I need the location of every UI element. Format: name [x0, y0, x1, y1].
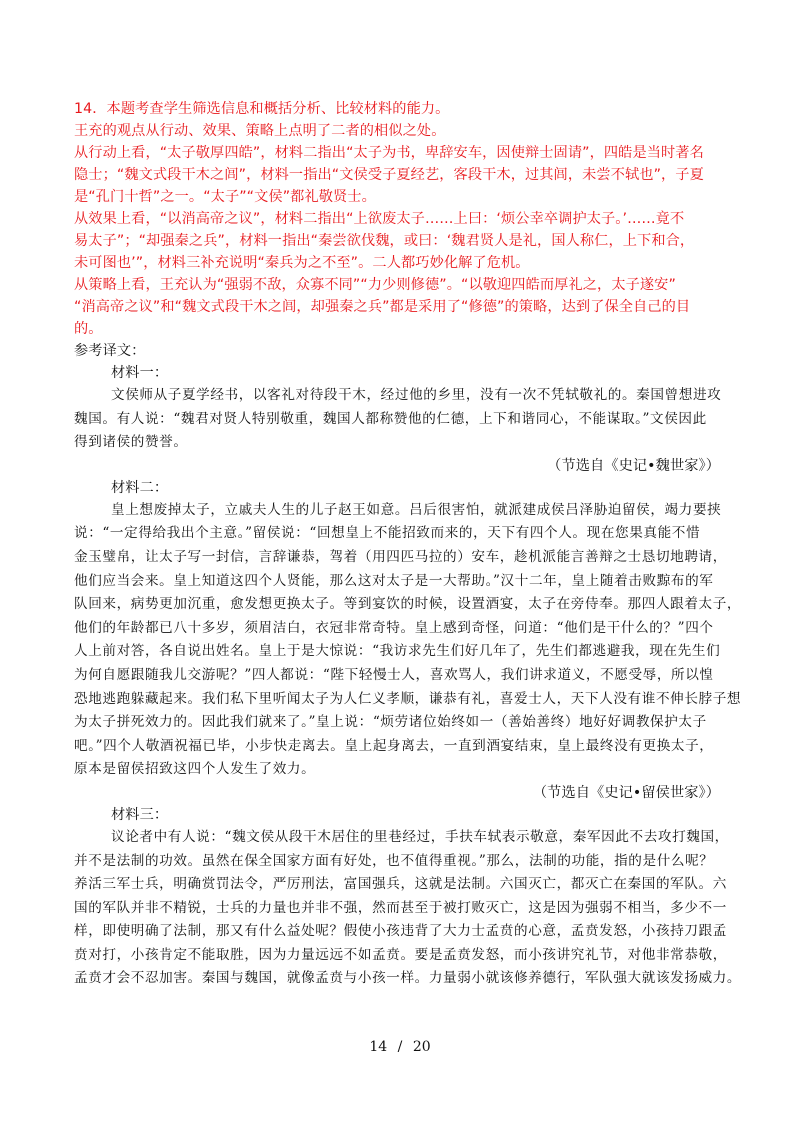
material-1-body: [74, 384, 734, 455]
text-line: 未可图也’”，材料三补充说明“秦兵为之不至”。二人都巧妙化解了危机。: [74, 255, 530, 271]
text-line: 从效果上看，“以消高帝之议”，材料二指出“上欲废太子……上曰：‘烦公幸卒调护太子。’……竟不: [74, 211, 685, 227]
material-3-label: 材料三：: [111, 806, 169, 823]
material-3: [74, 804, 742, 991]
material-1-source: （节选自《史记•魏世家》）: [547, 457, 720, 474]
answer-section: [74, 98, 734, 340]
text-line: 易太子”；“却强秦之兵”，材料一指出“秦尝欲伐魏，或曰：‘魏君贤人是礼，国人称仁，上下和合，: [74, 233, 695, 249]
text-line: 并不是法制的功效。虽然在保全国家方面有好处，也不值得重视。”那么，法制的功能，指的是什么呢？: [74, 852, 714, 869]
text-line: 人上前对答，各自说出姓名。皇上于是大惊说：“我访求先生们好几年了，先生们都逃避我，现在先生们: [74, 643, 721, 660]
text-line: 他们的年龄都已八十多岁，须眉洁白，衣冠非常奇特。皇上感到奇怪，问道：“他们是干什么的？”四个: [74, 619, 714, 636]
material-2-label: 材料二：: [111, 479, 169, 496]
translation-heading: 参考译文：: [74, 343, 146, 359]
material-2-source: （节选自《史记•留侯世家》）: [532, 784, 720, 801]
page-content: [74, 98, 742, 991]
text-line: 议论者中有人说：“魏文侯从段干木居住的里巷经过，手扶车轼表示敬意，秦军因此不去攻打魏国，: [111, 828, 729, 845]
page-total: 20: [412, 1039, 431, 1055]
text-line: 文侯师从子夏学经书，以客礼对待段干木，经过他的乡里，没有一次不凭轼敬礼的。秦国曾想进攻: [111, 387, 722, 403]
text-line: 魏国。有人说：“魏君对贤人特别敬重，魏国人都称赞他的仁德，上下和谐同心，不能谋取。”文侯因此: [74, 410, 707, 427]
text-line: 的。: [74, 321, 103, 337]
text-line: “消高帝之议”和“魏文式段干木之闾，却强秦之兵”都是采用了“修德”的策略，达到了保全自己的目: [74, 299, 691, 315]
text-line: 14．本题考查学生筛选信息和概括分析、比较材料的能力。: [74, 101, 450, 117]
text-line: 吧。”四个人敬酒祝福已毕，小步快走离去。皇上起身离去，一直到酒宴结束，皇上最终没有更换太子，: [74, 737, 714, 754]
text-line: 样，即使明确了法制，那又有什么益处呢？假使小孩违背了大力士孟贲的心意，孟贲发怒，小孩持刀跟孟: [74, 923, 727, 940]
text-line: 国的军队并非不精锐，士兵的力量也并非不强，然而甚至于被打败灭亡，这是因为强弱不相当，多少不一: [74, 899, 727, 916]
text-line: 贲对打，小孩肯定不能取胜，因为力量远远不如孟贲。要是孟贲发怒，而小孩讲究礼节，对他非常恭敬，: [74, 946, 727, 963]
page-number: 14: [369, 1039, 388, 1055]
text-line: 养活三军士兵，明确赏罚法令，严厉刑法，富国强兵，这就是法制。六国灭亡，都灭亡在秦国的军队。六: [74, 876, 727, 893]
page-separator: /: [397, 1039, 403, 1055]
text-line: 是“孔门十哲”之一。“太子”“文侯”都礼敬贤士。: [74, 189, 376, 205]
page-footer: [0, 1039, 800, 1055]
text-line: 皇上想废掉太子，立戚夫人生的儿子赵王如意。吕后很害怕，就派建成侯吕泽胁迫留侯，竭力要挟: [111, 501, 722, 518]
text-line: 队回来，病势更加沉重，愈发想更换太子。等到宴饮的时候，设置酒宴，太子在旁侍奉。那四人跟着太子，: [74, 596, 742, 613]
text-line: 为太子拼死效力的。因此我们就来了。”皇上说：“烦劳诸位始终如一（善始善终）地好好调教保护太子: [74, 714, 707, 731]
text-line: 恐地逃跑躲藏起来。我们私下里听闻太子为人仁义孝顺，谦恭有礼，喜爱士人，天下人没有谁不伸长脖子想: [74, 690, 742, 707]
material-1: [74, 362, 734, 477]
material-1-label: 材料一：: [111, 365, 169, 381]
text-line: 原本是留侯招致这四个人发生了效力。: [74, 761, 316, 778]
text-line: 说：“一定得给我出个主意。”留侯说：“回想皇上不能招致而来的，天下有四个人。现在您果真能不惜: [74, 525, 701, 542]
text-line: 王充的观点从行动、效果、策略上点明了二者的相似之处。: [74, 123, 446, 139]
text-line: 得到诸侯的赞誉。: [74, 434, 188, 451]
material-2-body: [74, 499, 742, 782]
text-line: 隐士；“魏文式段干木之闾”，材料一指出“文侯受子夏经艺，客段干木，过其闾，未尝不轼也”，子夏: [74, 167, 704, 183]
text-line: 为何自愿跟随我儿交游呢？”四人都说：“陛下轻慢士人，喜欢骂人，我们讲求道义，不愿受辱，所以惶: [74, 666, 714, 683]
text-line: 孟贲才会不忍加害。秦国与魏国，就像孟贲与小孩一样。力量弱小就该修养德行，军队强大就该发扬威力。: [74, 970, 742, 987]
material-3-body: [74, 826, 742, 991]
text-line: 从策略上看，王充认为“强弱不敌，众寡不同”“力少则修德”。“以敬迎四皓而厚礼之，太子遂安”: [74, 277, 676, 293]
text-line: 从行动上看，“太子敬厚四皓”，材料二指出“太子为书，卑辞安车，因使辩士固请”，四皓是当时著名: [74, 145, 704, 161]
text-line: 他们应当会来。皇上知道这四个人贤能，那么这对太子是一大帮助。”汉十二年，皇上随着击败黥布的军: [74, 572, 714, 589]
text-line: 金玉璧帛，让太子写一封信，言辞谦恭，驾着（用四匹马拉的）安车，趁机派能言善辩之士恳切地聘请，: [74, 548, 727, 565]
material-2: [74, 477, 742, 804]
